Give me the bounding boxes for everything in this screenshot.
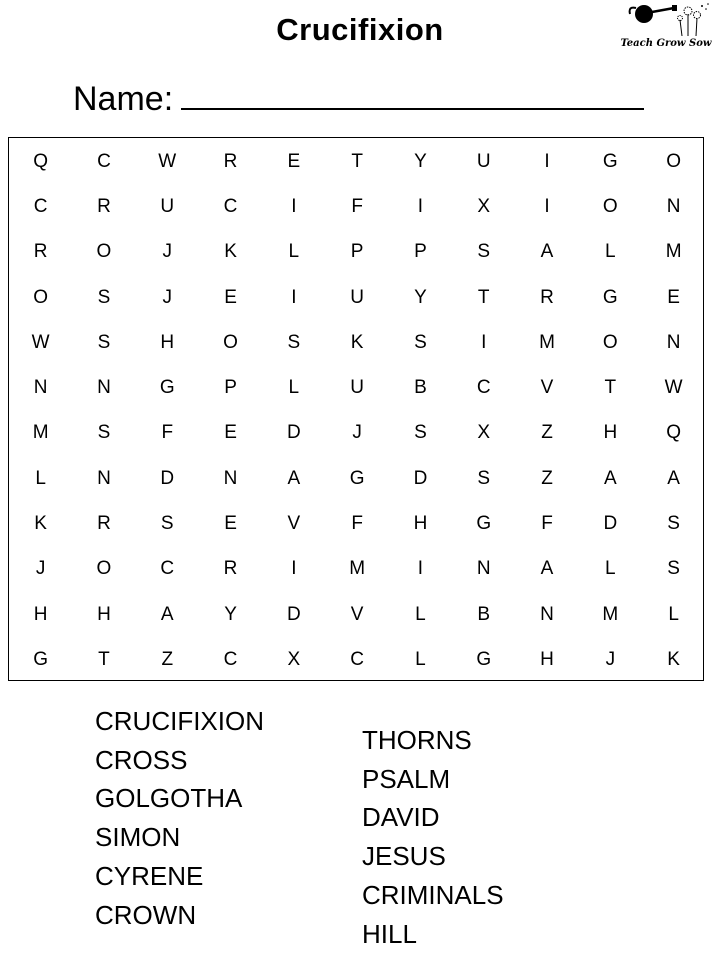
grid-letter[interactable]: L: [605, 558, 616, 580]
grid-letter[interactable]: H: [160, 331, 175, 353]
word-list-left: [95, 702, 264, 934]
grid-letter[interactable]: H: [33, 603, 48, 625]
grid-letter[interactable]: F: [351, 195, 363, 217]
word-list-item: CYRENE: [95, 860, 204, 891]
grid-letter[interactable]: G: [602, 150, 618, 172]
grid-letter[interactable]: U: [160, 195, 175, 217]
grid-letter[interactable]: M: [602, 603, 619, 625]
grid-letter[interactable]: X: [477, 195, 491, 217]
grid-letter[interactable]: O: [223, 331, 238, 353]
grid-letter[interactable]: F: [351, 513, 363, 535]
grid-letter[interactable]: J: [352, 422, 362, 444]
grid-letter[interactable]: Q: [33, 150, 49, 172]
grid-letter[interactable]: V: [350, 603, 364, 625]
grid-letter[interactable]: G: [476, 513, 492, 535]
grid-letter[interactable]: H: [413, 513, 428, 535]
page-title: Crucifixion: [276, 12, 444, 47]
grid-letter[interactable]: H: [540, 648, 554, 670]
grid-letter[interactable]: N: [476, 558, 491, 580]
grid-letter[interactable]: L: [288, 377, 300, 399]
grid-letter[interactable]: Z: [541, 467, 553, 489]
grid-letter[interactable]: L: [35, 467, 46, 489]
grid-letter[interactable]: W: [31, 331, 50, 353]
grid-letter[interactable]: V: [287, 513, 301, 535]
watering-can-dandelion-icon: [622, 0, 712, 40]
grid-letter[interactable]: T: [98, 648, 110, 670]
grid-letter[interactable]: A: [667, 467, 680, 489]
grid-letter[interactable]: C: [33, 195, 48, 217]
grid-letter[interactable]: L: [288, 241, 300, 263]
grid-letter[interactable]: K: [34, 513, 47, 535]
grid-letter[interactable]: S: [97, 331, 111, 353]
grid-letter[interactable]: R: [223, 558, 238, 580]
grid-letter[interactable]: O: [33, 286, 49, 308]
grid-letter[interactable]: L: [668, 603, 679, 625]
word-list-item: CROWN: [95, 899, 197, 930]
word-list-right: [362, 721, 504, 953]
grid-letter[interactable]: E: [224, 286, 237, 308]
logo-text: Teach Grow Sow: [620, 38, 712, 49]
grid-letter[interactable]: B: [477, 603, 491, 625]
grid-letter[interactable]: J: [35, 558, 46, 580]
grid-letter[interactable]: O: [602, 195, 618, 217]
grid-letter[interactable]: S: [414, 422, 427, 444]
grid-letter[interactable]: J: [162, 241, 172, 263]
grid-letter[interactable]: D: [160, 467, 175, 489]
name-field: [73, 80, 644, 119]
grid-letter[interactable]: Y: [414, 286, 427, 308]
grid-letter[interactable]: N: [666, 195, 681, 217]
grid-letter[interactable]: T: [351, 150, 363, 172]
grid-letter[interactable]: O: [602, 331, 618, 353]
grid-letter[interactable]: Q: [666, 422, 681, 444]
grid-letter[interactable]: R: [223, 150, 238, 172]
name-blank-line[interactable]: [181, 82, 644, 110]
grid-letter[interactable]: Y: [414, 150, 427, 172]
grid-letter[interactable]: L: [415, 648, 426, 670]
word-list-item: CRUCIFIXION: [95, 706, 264, 736]
grid-letter[interactable]: I: [544, 195, 550, 217]
grid-letter[interactable]: S: [667, 558, 680, 580]
grid-letter[interactable]: M: [349, 558, 366, 580]
grid-letter[interactable]: E: [287, 150, 301, 172]
grid-letter[interactable]: F: [161, 422, 174, 444]
grid-letter[interactable]: T: [477, 286, 490, 308]
grid-letter[interactable]: P: [350, 241, 364, 263]
grid-letter[interactable]: C: [223, 195, 238, 217]
grid-letter[interactable]: S: [477, 241, 491, 263]
grid-letter[interactable]: Z: [161, 648, 174, 670]
grid-letter[interactable]: C: [350, 648, 364, 670]
grid-letter[interactable]: K: [350, 331, 364, 353]
grid-letter[interactable]: L: [605, 241, 616, 263]
grid-letter[interactable]: Y: [224, 603, 237, 625]
grid-letter[interactable]: C: [160, 558, 175, 580]
grid-letter[interactable]: N: [223, 467, 238, 489]
word-search-grid-frame: [8, 137, 704, 681]
grid-letter[interactable]: M: [32, 422, 49, 444]
grid-letter[interactable]: I: [291, 286, 297, 308]
grid-letter[interactable]: J: [162, 286, 172, 308]
word-list-item: CRIMINALS: [362, 879, 504, 910]
grid-letter[interactable]: P: [224, 377, 237, 399]
grid-letter[interactable]: I: [481, 331, 487, 353]
grid-letter[interactable]: X: [477, 422, 491, 444]
word-list-item: THORNS: [362, 725, 472, 755]
grid-letter[interactable]: N: [33, 377, 48, 399]
grid-letter[interactable]: D: [286, 422, 301, 444]
grid-letter[interactable]: B: [414, 377, 427, 399]
grid-letter[interactable]: U: [350, 377, 364, 399]
grid-letter[interactable]: D: [413, 467, 428, 489]
grid-letter[interactable]: O: [96, 241, 112, 263]
word-search-grid: [9, 139, 705, 683]
grid-letter[interactable]: G: [602, 286, 618, 308]
grid-letter[interactable]: C: [97, 150, 111, 172]
grid-letter[interactable]: X: [287, 648, 301, 670]
grid-letter[interactable]: J: [605, 648, 616, 670]
grid-letter[interactable]: I: [417, 195, 424, 217]
grid-letter[interactable]: M: [539, 331, 555, 353]
grid-letter[interactable]: U: [350, 286, 364, 308]
grid-letter[interactable]: A: [287, 467, 301, 489]
grid-letter[interactable]: C: [223, 648, 238, 670]
word-list-item: DAVID: [362, 802, 440, 833]
grid-letter[interactable]: I: [291, 195, 297, 217]
grid-letter[interactable]: S: [160, 513, 174, 535]
logo: [612, 0, 720, 56]
grid-letter[interactable]: N: [540, 603, 554, 625]
grid-letter[interactable]: T: [604, 377, 617, 399]
name-label: Name:: [73, 80, 174, 118]
grid-letter[interactable]: S: [97, 422, 111, 444]
grid-letter[interactable]: M: [665, 241, 682, 263]
grid-letter[interactable]: U: [476, 150, 491, 172]
grid-letter[interactable]: W: [158, 150, 177, 172]
grid-letter[interactable]: A: [540, 241, 554, 263]
grid-letter[interactable]: D: [603, 513, 618, 535]
grid-letter[interactable]: A: [603, 467, 617, 489]
grid-letter[interactable]: R: [97, 513, 111, 535]
grid-letter[interactable]: G: [159, 377, 175, 399]
grid-letter[interactable]: P: [414, 241, 427, 263]
grid-letter[interactable]: L: [415, 603, 426, 625]
word-list-item: PSALM: [362, 763, 451, 794]
grid-letter[interactable]: R: [540, 286, 554, 308]
grid-letter[interactable]: D: [286, 603, 301, 625]
grid-letter[interactable]: G: [476, 648, 492, 670]
grid-letter[interactable]: I: [417, 558, 424, 580]
grid-letter[interactable]: I: [544, 150, 550, 172]
grid-letter[interactable]: K: [224, 241, 237, 263]
grid-letter[interactable]: O: [666, 150, 681, 172]
grid-letter[interactable]: N: [97, 377, 111, 399]
grid-letter[interactable]: E: [224, 422, 237, 444]
grid-letter[interactable]: G: [349, 467, 365, 489]
grid-letter[interactable]: G: [33, 648, 49, 670]
grid-letter[interactable]: S: [667, 513, 680, 535]
grid-letter[interactable]: A: [540, 558, 554, 580]
word-list-item: HILL: [362, 918, 417, 949]
grid-letter[interactable]: C: [476, 377, 491, 399]
grid-letter[interactable]: R: [33, 241, 48, 263]
grid-letter[interactable]: O: [96, 558, 112, 580]
grid-letter[interactable]: I: [291, 558, 297, 580]
word-list-item: GOLGOTHA: [95, 783, 243, 814]
grid-letter[interactable]: W: [664, 377, 683, 399]
grid-letter[interactable]: S: [477, 467, 491, 489]
word-list-item: JESUS: [362, 841, 446, 872]
grid-letter[interactable]: E: [224, 513, 237, 535]
grid-letter[interactable]: F: [541, 513, 553, 535]
grid-letter[interactable]: N: [97, 467, 111, 489]
grid-letter[interactable]: S: [287, 331, 301, 353]
grid-letter[interactable]: Z: [541, 422, 553, 444]
word-list-item: CROSS: [95, 744, 188, 775]
grid-letter[interactable]: V: [540, 377, 554, 399]
grid-letter[interactable]: H: [603, 422, 618, 444]
grid-letter[interactable]: K: [667, 648, 680, 670]
grid-letter[interactable]: R: [97, 195, 111, 217]
grid-letter[interactable]: E: [667, 286, 680, 308]
grid-letter[interactable]: S: [414, 331, 427, 353]
grid-letter[interactable]: S: [97, 286, 111, 308]
grid-letter[interactable]: H: [97, 603, 111, 625]
word-list-item: SIMON: [95, 822, 181, 853]
grid-letter[interactable]: A: [160, 603, 174, 625]
grid-letter[interactable]: N: [666, 331, 681, 353]
